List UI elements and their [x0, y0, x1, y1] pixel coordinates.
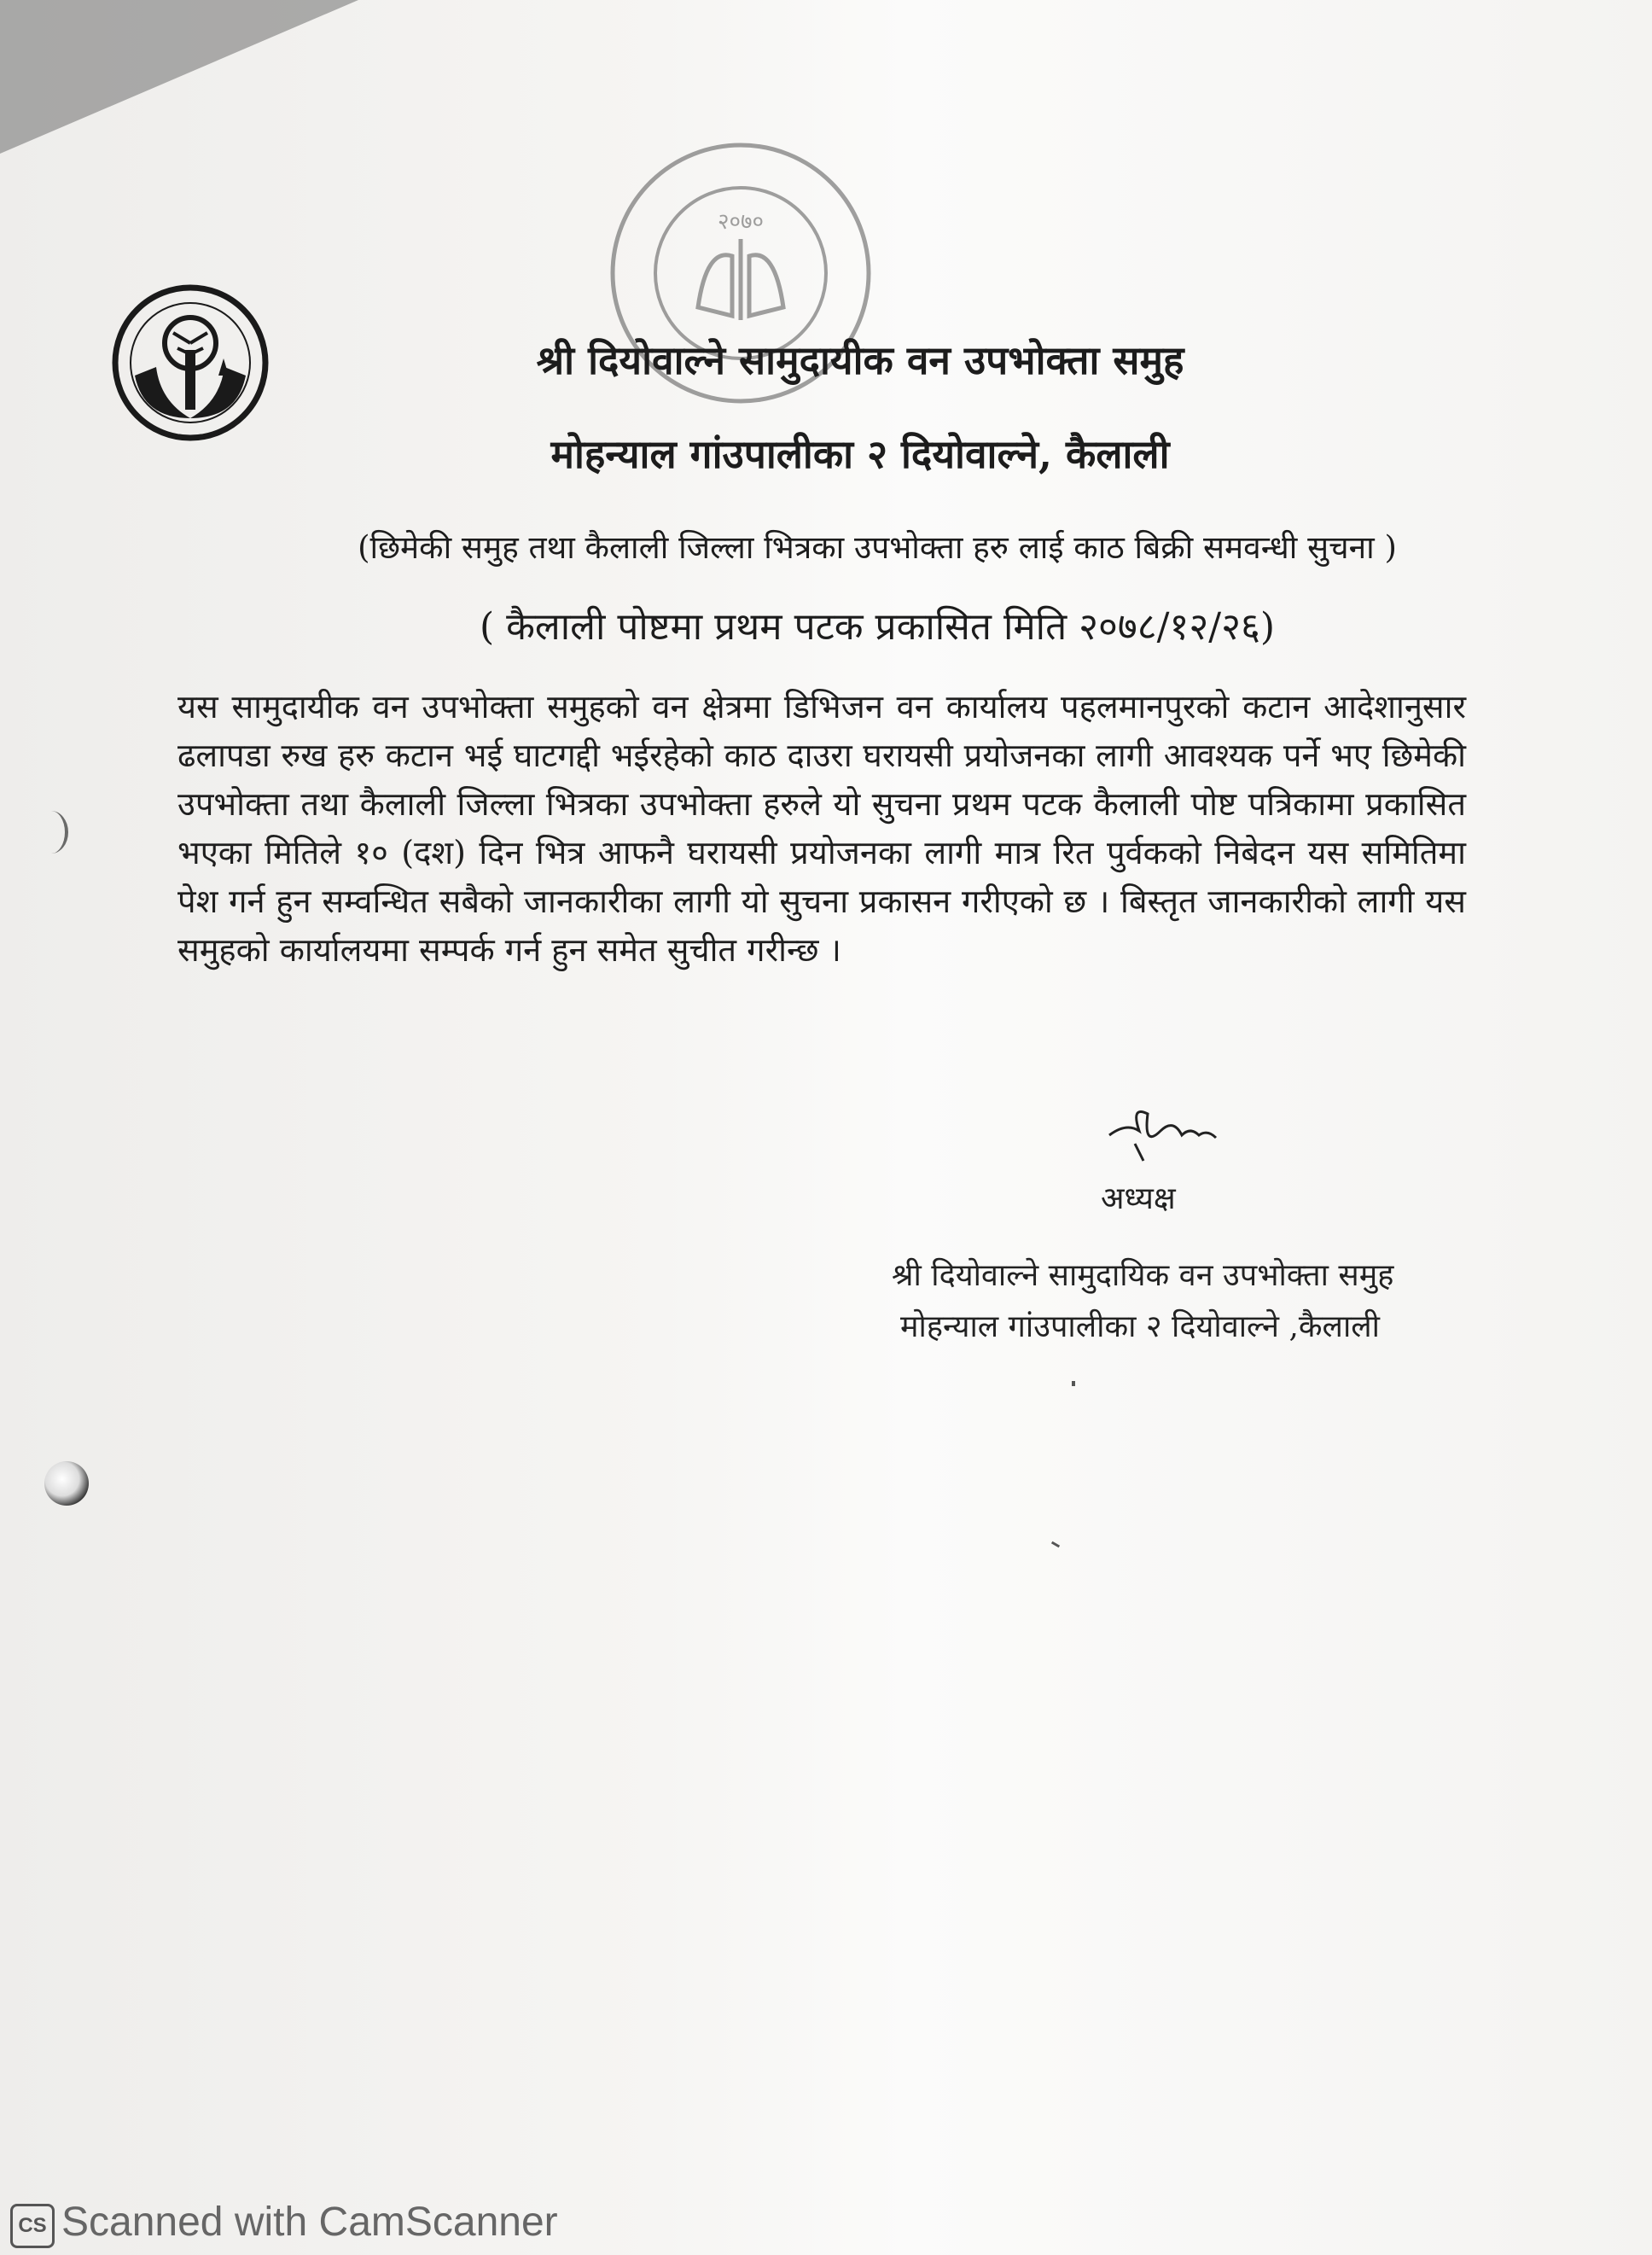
address-heading: मोहन्याल गांउपालीका २ दियोवाल्ने, कैलाली	[550, 431, 1170, 477]
notice-body: यस सामुदायीक वन उपभोक्ता समुहको वन क्षेत्रमा डिभिजन वन कार्यालय पहलमानपुरको कटान आदेशानुसार ढलापडा रुख हरु कटान भई घाटगद्दी भईरहेको काठ दाउरा घरायसी प्रयोजनका लागी आवश्यक पर्ने भए छिमेकी उपभोक्ता तथा कैलाली जिल्ला भित्रका उपभोक्ता हरुले यो सुचना प्रथम पटक कैलाली पोष्ट पत्रिकामा प्रकासित भएका मितिले १० (दश) दिन भित्र आफनै घरायसी प्रयोजनका लागी मात्र रित पुर्वकको निबेदन यस समितिमा पेश गर्न हुन सम्वन्धित सबैको जानकारीका लागी यो सुचना प्रकासन गरीएको छ । बिस्तृत जानकारीको लागी यस समुहको कार्यालयमा सम्पर्क गर्न हुन समेत सुचीत गरीन्छ ।	[177, 688, 1466, 969]
signatory-org: श्री दियोवाल्ने सामुदायिक वन उपभोक्ता समुह	[892, 1258, 1394, 1293]
signatory-address: मोहन्याल गांउपालीका २ दियोवाल्ने ,कैलाली	[900, 1309, 1381, 1344]
notice-subject: (छिमेकी समुह तथा कैलाली जिल्ला भित्रका उपभोक्ता हरु लाई काठ बिक्री समवन्धी सुचना )	[358, 529, 1397, 566]
scan-speck	[1072, 1381, 1075, 1386]
seal-number: २०७०	[717, 209, 765, 235]
org-name-heading: श्री दियोवाल्ने सामुदायीक वन उपभोक्ता समुह	[536, 337, 1184, 383]
punch-hole	[44, 1461, 89, 1506]
camscanner-text: Scanned with CamScanner	[61, 2200, 558, 2245]
page-corner-shadow	[0, 0, 358, 154]
signatory-title: अध्यक्ष	[1101, 1181, 1176, 1216]
camscanner-watermark	[0, 2194, 1652, 2255]
scan-speck	[1051, 1541, 1060, 1548]
publication-line: ( कैलाली पोष्टमा प्रथम पटक प्रकासित मिति २०७८/१२/२६)	[479, 605, 1275, 649]
camscanner-badge-icon: CS	[10, 2204, 55, 2248]
signature-icon	[1101, 1097, 1220, 1165]
punch-hole-mark	[34, 811, 68, 854]
